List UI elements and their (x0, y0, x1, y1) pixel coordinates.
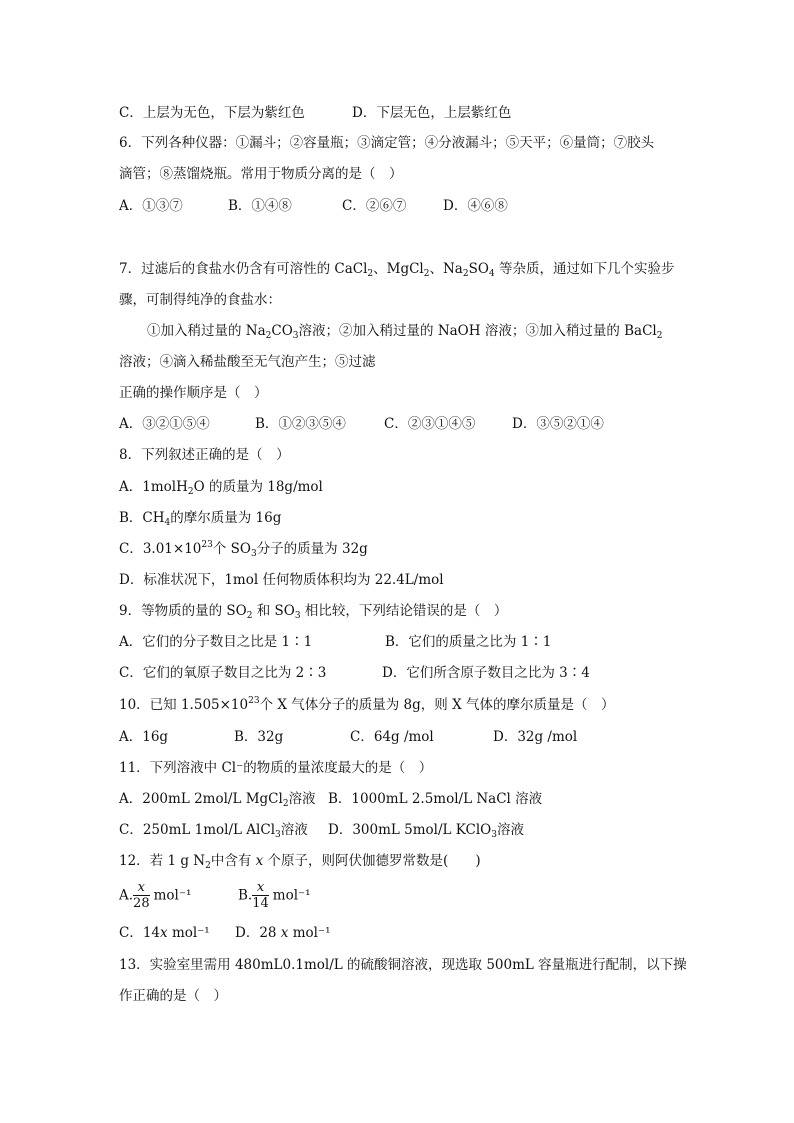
q7-stem-line1: 7．过滤后的食盐水仍含有可溶性的 CaCl$_2$、MgCl$_2$、$Na_2SO_4$ 等杂质，通过如下几个实验步 (119, 261, 675, 279)
q7-steps-line1: ①加入稍过量的 $Na_2CO_3$溶液；②加入稍过量的 NaOH 溶液；③加入稍过量的 BaCl$_2$ (147, 323, 663, 341)
q7-stem-line2: 骤，可制得纯净的食盐水： (119, 292, 281, 308)
q8-option-d: D．标准状况下，1mol 任何物质体积均为 22.4L/mol (119, 572, 444, 588)
fraction-x-over-14: $\frac{x}{14}$ (252, 880, 269, 911)
q12-option-c: C．14x mol⁻¹ (119, 925, 210, 941)
q7-option-a: A．③②①⑤④ (119, 416, 210, 432)
q12-option-d: D．28 x mol⁻¹ (235, 925, 331, 941)
q9-stem: 9．等物质的量的 $SO_2$ 和 $SO_3$ 相比较，下列结论错误的是（ ） (119, 603, 508, 621)
q12-option-b: B. $\frac{x}{14}$ mol⁻¹ (238, 880, 311, 911)
q12-option-a: A. $\frac{x}{28}$ mol⁻¹ (119, 880, 192, 911)
q11-option-c: C．250mL 1mol/L AlCl$_3$溶液 (119, 822, 308, 840)
q7-option-d: D．③⑤②①④ (512, 416, 604, 432)
q8-option-a: A．1molH$_2$O 的质量为 18g/mol (119, 479, 323, 497)
q6-stem-line2: 滴管；⑧蒸馏烧瓶。常用于物质分离的是（ ） (119, 166, 403, 182)
q10-option-c: C．64g /mol (350, 729, 434, 745)
q8-stem: 8．下列叙述正确的是（ ） (119, 447, 290, 463)
q9-option-c: C．它们的氧原子数目之比为 2∶3 (119, 665, 327, 681)
q6-option-b: B．①④⑧ (228, 198, 292, 214)
q6-stem-line1: 6．下列各种仪器：①漏斗；②容量瓶；③滴定管；④分液漏斗；⑤天平；⑥量筒；⑦胶头 (119, 135, 655, 151)
q8-option-c: C．$3.01\times 10^{23}$个 $SO_3$分子的质量为 32g (119, 540, 368, 559)
q13-stem-line2: 作正确的是（ ） (119, 988, 227, 1004)
q10-option-a: A．16g (119, 729, 169, 745)
q8-option-b: B．$CH_4$的摩尔质量为 16g (119, 510, 282, 528)
q6-option-d: D．④⑥⑧ (443, 198, 508, 214)
q11-option-b: B．1000mL 2.5mol/L NaCl 溶液 (328, 791, 543, 807)
q7-option-c: C．②③①④⑤ (384, 416, 476, 432)
q9-option-a: A．它们的分子数目之比是 1∶1 (119, 634, 313, 650)
q10-stem: 10．已知 $1.505\times 10^{23}$个 X 气体分子的质量为 8g，则 X 气体的摩尔质量是（ ） (119, 696, 615, 713)
q9-option-b: B．它们的质量之比为 1∶1 (385, 634, 552, 650)
q10-option-b: B．32g (234, 729, 284, 745)
q12-stem: 12．若 1 g $N_2$中含有 x 个原子，则阿伏伽德罗常数是( ) (119, 853, 481, 871)
q11-option-a: A．200mL 2mol/L MgCl$_2$溶液 (119, 791, 316, 809)
q6-option-c: C．②⑥⑦ (342, 198, 407, 214)
q11-option-d: D．300mL 5mol/L KClO$_3$溶液 (328, 822, 524, 840)
q7-steps-line2: 溶液；④滴入稀盐酸至无气泡产生；⑤过滤 (119, 354, 376, 370)
fraction-x-over-28: $\frac{x}{28}$ (133, 880, 150, 911)
q7-question: 正确的操作顺序是（ ） (119, 385, 268, 401)
q5-option-d: D．下层无色，上层紫红色 (352, 105, 512, 121)
q5-option-c: C．上层为无色，下层为紫红色 (119, 105, 305, 121)
q9-option-d: D．它们所含原子数目之比为 3∶4 (382, 665, 590, 681)
q11-stem: 11．下列溶液中 Cl⁻的物质的量浓度最大的是（ ） (119, 760, 433, 776)
q13-stem-line1: 13．实验室里需用 480mL0.1mol/L 的硫酸铜溶液，现选取 500mL 容量瓶进行配制，以下操 (119, 957, 687, 973)
q10-option-d: D．32g /mol (493, 729, 578, 745)
q6-option-a: A．①③⑦ (119, 198, 183, 214)
q7-option-b: B．①②③⑤④ (255, 416, 346, 432)
